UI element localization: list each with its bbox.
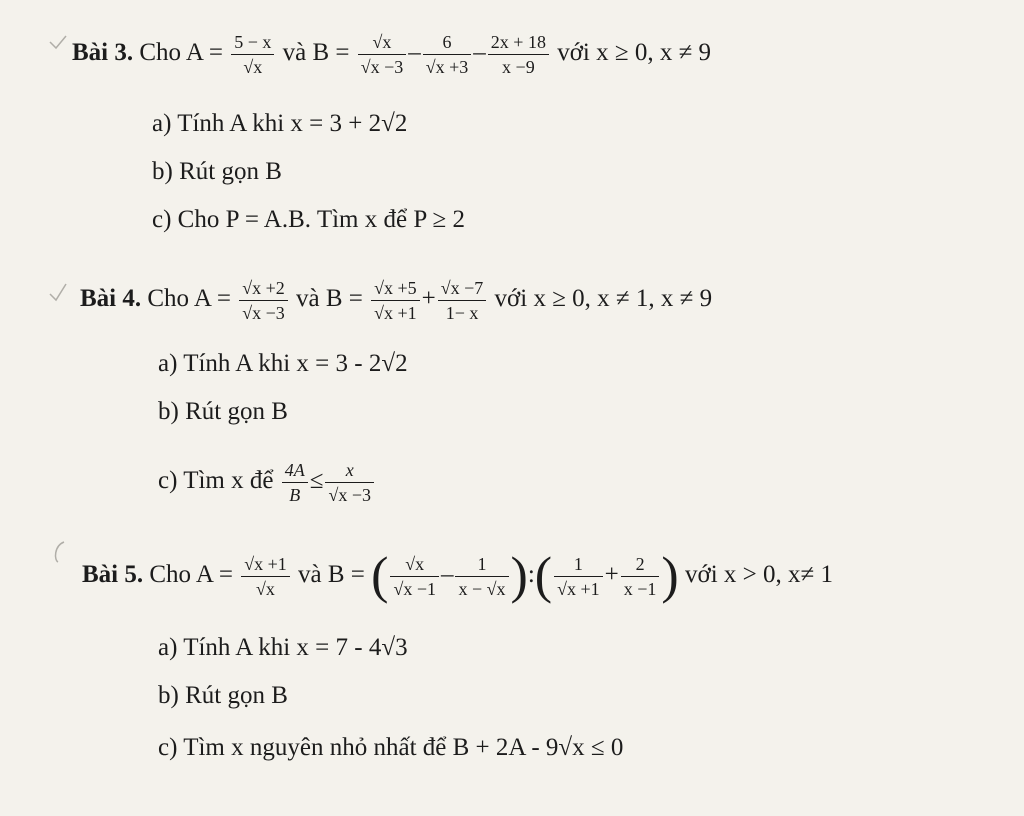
given-a-label: Cho A = xyxy=(139,39,223,67)
given-b-label: và B = xyxy=(297,561,365,589)
fraction-x-over-root: $\frac{x}{√x -3}$ xyxy=(325,460,374,505)
condition: với x ≥ 0, x ≠ 1, x ≠ 9 xyxy=(494,285,713,313)
exercise-5-statement: Bài 5. Cho A = $\frac{√x +1}{√x}$ và B = ( $\frac{√x}{√x -1}$ – $\frac{1}{x - √x}$ ):( $\frac{1}{√x +1}$ + $\frac{2}{x -1}$ ) với x > 0, x≠ 1 xyxy=(82,547,833,605)
exercise-3-part-c: c) Cho P = A.B. Tìm x để P ≥ 2 xyxy=(152,206,466,233)
check-mark-icon xyxy=(48,280,68,304)
part-c-prefix: c) Tìm x để xyxy=(158,467,274,495)
exercise-3-statement: Bài 3. Cho A = $\frac{5 - x}{√x}$ và B = $\frac{√x}{√x -3}$ – $\frac{6}{√x +3}$ – $\frac{2x + 18}{x -9}$ với x ≥ 0, x ≠ 9 xyxy=(72,32,712,77)
relation-sign: ≤ xyxy=(309,467,324,495)
exercise-5-part-a: a) Tính A khi x = 7 - 4√3 xyxy=(158,634,408,661)
fraction-a: $\frac{√x +2}{√x -3}$ xyxy=(239,278,288,323)
exercise-4-statement: Bài 4. Cho A = $\frac{√x +2}{√x -3}$ và B = $\frac{√x +5}{√x +1}$ + $\frac{√x -7}{1- x}$ với x ≥ 0, x ≠ 1, x ≠ 9 xyxy=(80,278,713,323)
given-b-label: và B = xyxy=(295,285,363,313)
fraction-b4: $\frac{2}{x -1}$ xyxy=(621,554,660,599)
condition: với x ≥ 0, x ≠ 9 xyxy=(557,39,712,67)
given-a-label: Cho A = xyxy=(149,561,233,589)
exercise-3-part-a: a) Tính A khi x = 3 + 2√2 xyxy=(152,110,408,137)
given-b-label: và B = xyxy=(282,39,350,67)
condition: với x > 0, x≠ 1 xyxy=(684,561,833,589)
fraction-a: $\frac{√x +1}{√x}$ xyxy=(241,554,290,599)
fraction-b1: $\frac{√x +5}{√x +1}$ xyxy=(371,278,420,323)
check-mark-icon xyxy=(50,540,70,564)
exercise-3-part-b: b) Rút gọn B xyxy=(152,158,282,185)
exercise-4-part-c xyxy=(158,460,376,505)
fraction-b2: $\frac{6}{√x +3}$ xyxy=(423,32,472,77)
exercise-4-title: Bài 4. xyxy=(80,285,142,313)
fraction-b1: $\frac{√x}{√x -3}$ xyxy=(358,32,407,77)
exercise-4-part-b: b) Rút gọn B xyxy=(158,398,288,425)
exercise-5-title: Bài 5. xyxy=(82,561,144,589)
exercise-3-title: Bài 3. xyxy=(72,39,134,67)
exercise-5-part-c: c) Tìm x nguyên nhỏ nhất để B + 2A - 9√x ≤ 0 xyxy=(158,734,624,761)
exercise-5-part-b: b) Rút gọn B xyxy=(158,682,288,709)
fraction-b3: $\frac{2x + 18}{x -9}$ xyxy=(488,32,549,77)
fraction-b2: $\frac{√x -7}{1- x}$ xyxy=(438,278,487,323)
fraction-b1: $\frac{√x}{√x -1}$ xyxy=(390,554,439,599)
exercise-4-part-a: a) Tính A khi x = 3 - 2√2 xyxy=(158,350,408,377)
check-mark-icon xyxy=(48,34,68,58)
given-a-label: Cho A = xyxy=(147,285,231,313)
fraction-b3: $\frac{1}{√x +1}$ xyxy=(554,554,603,599)
fraction-a: $\frac{5 - x}{√x}$ xyxy=(231,32,274,77)
fraction-b2: $\frac{1}{x - √x}$ xyxy=(455,554,508,599)
fraction-4a-over-b: $\frac{4A}{B}$ xyxy=(282,460,308,505)
